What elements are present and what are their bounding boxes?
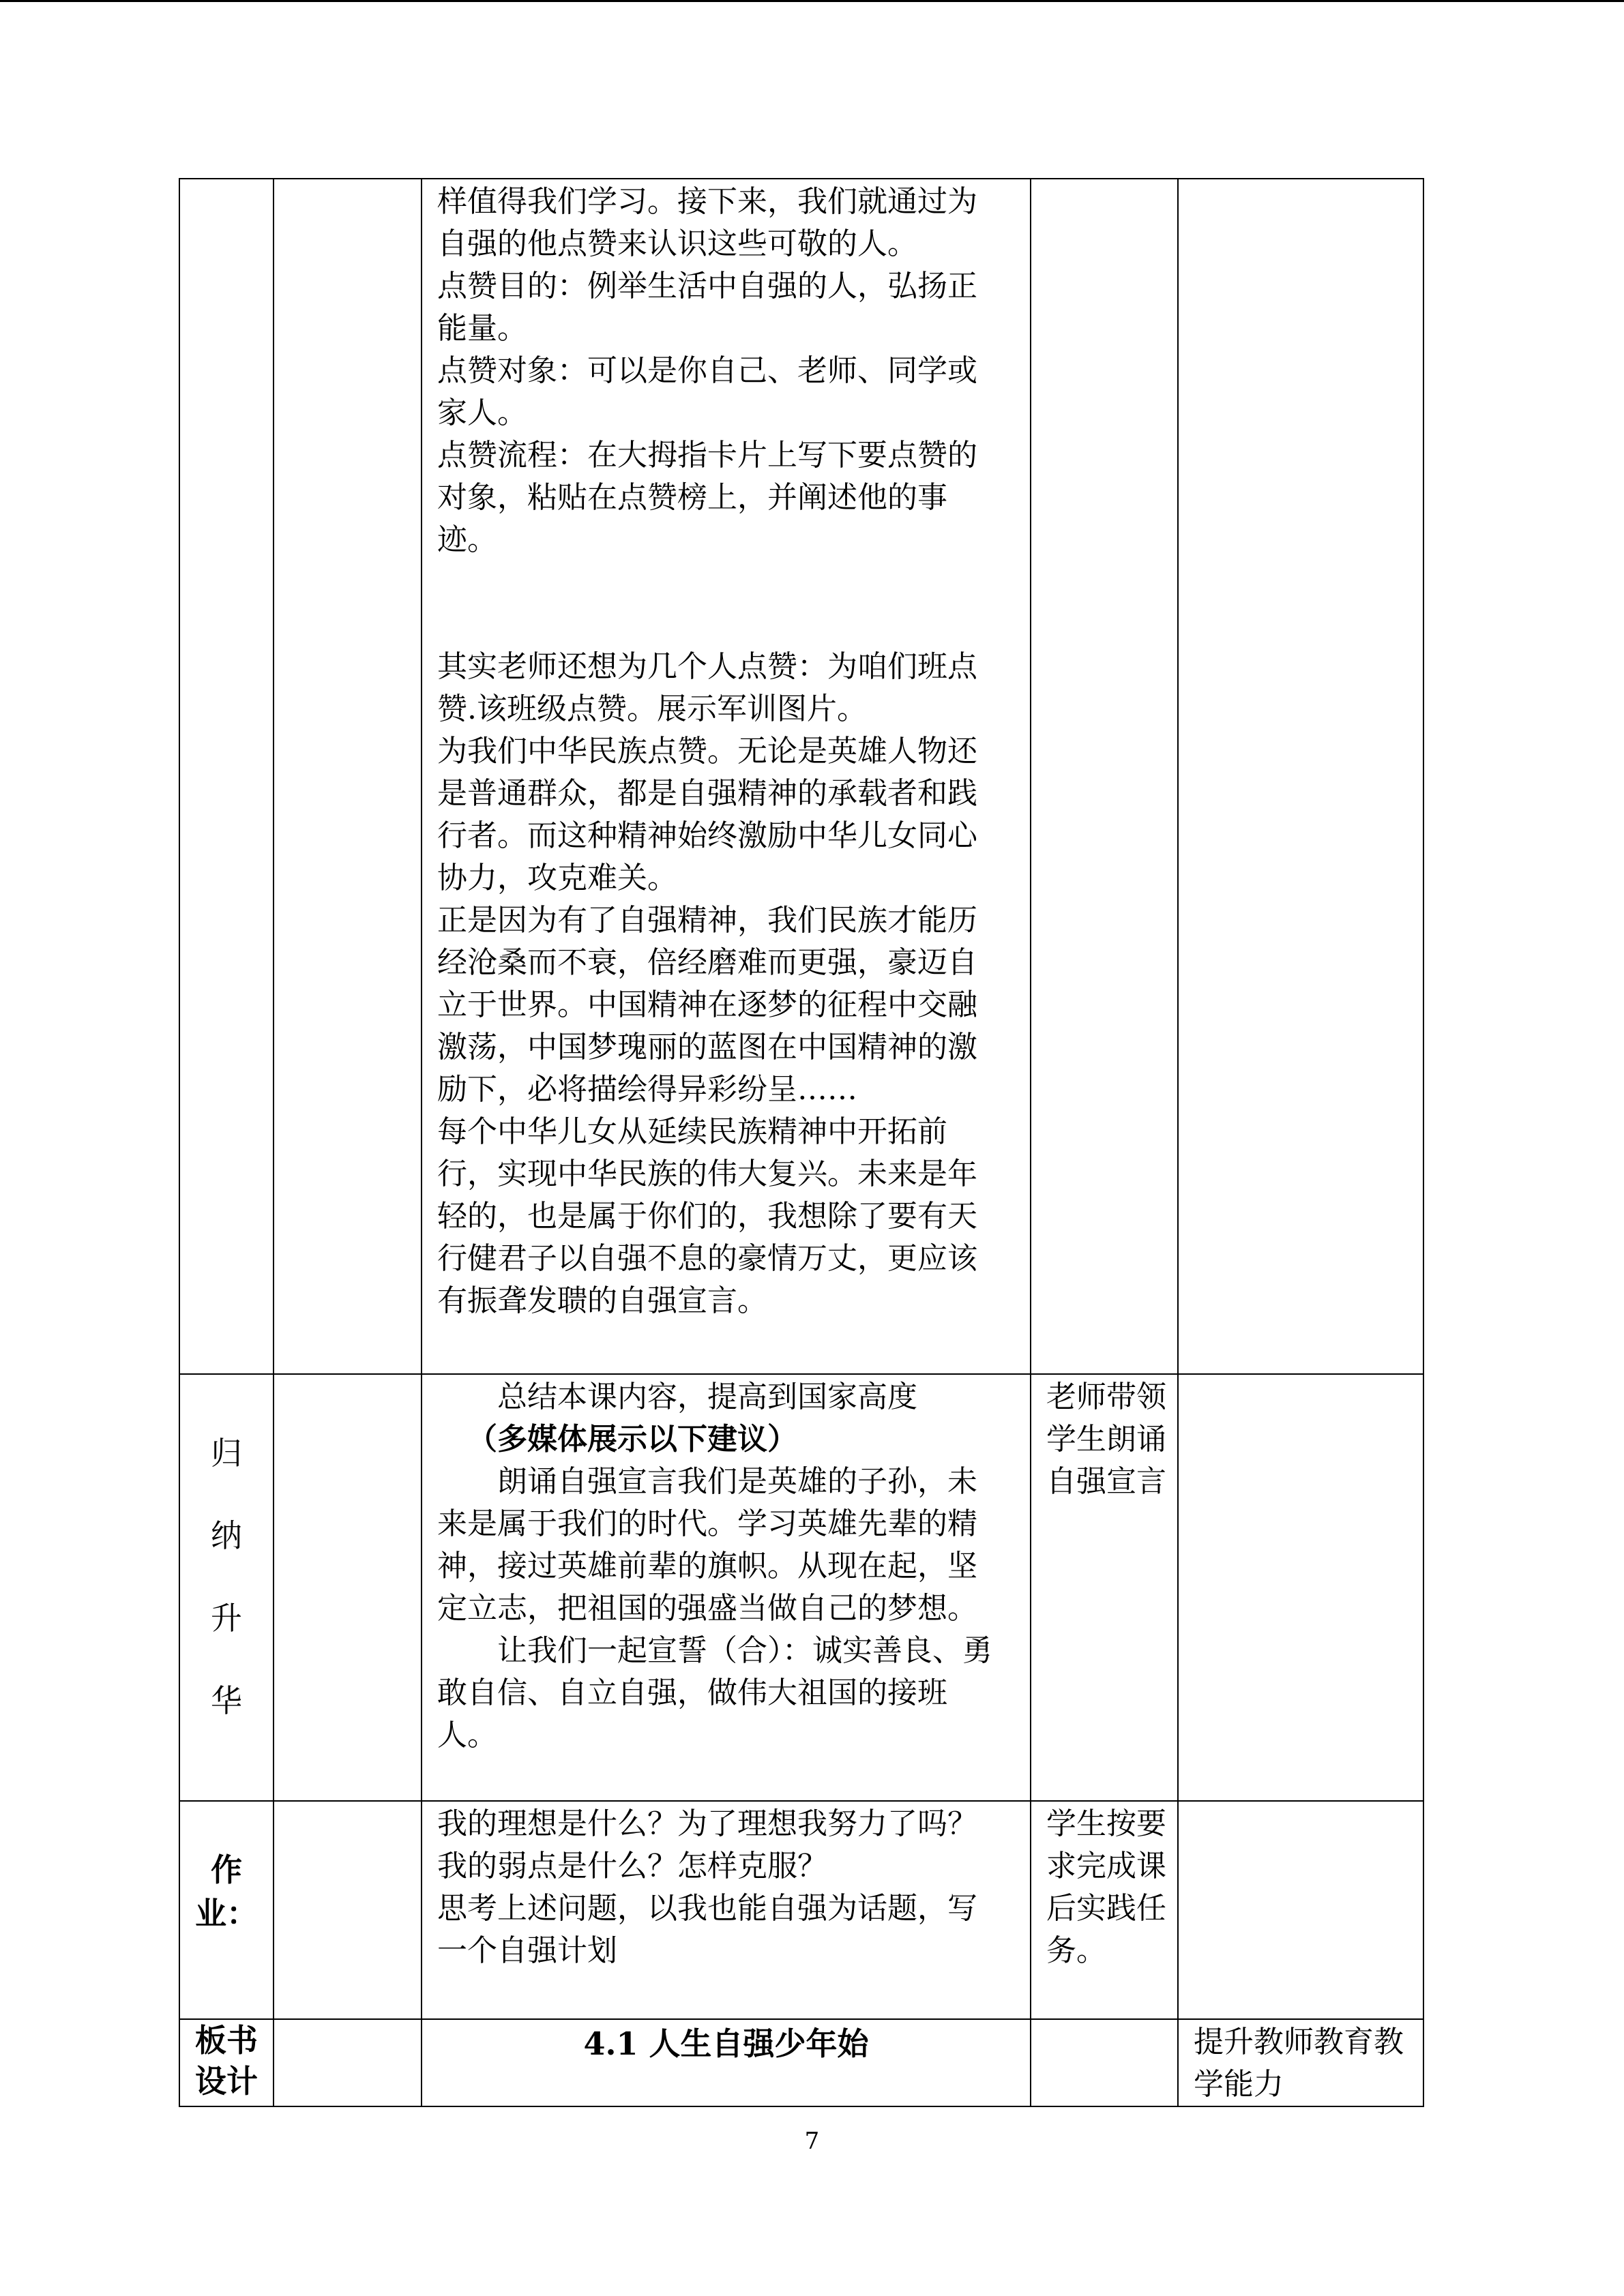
teacher-activity-cell — [422, 2019, 1031, 2106]
paragraph: 正是因为有了自强精神，我们民族才能历经沧桑而不衰，倍经磨难而更强，豪迈自立于世界。中国精神在逐梦的征程中交融激荡，中国梦瑰丽的蓝图在中国精神的激励下，必将描绘得异彩纷呈…… — [437, 903, 977, 1107]
design-intent-text: 提升教师教育教学能力 — [1194, 2025, 1404, 2102]
board-design-label: 板书设计 — [195, 2022, 258, 2100]
student-activity-text: 学生按要求完成课后实践任务。 — [1046, 1806, 1166, 1968]
table-row-activity — [179, 179, 1423, 1374]
summary-label — [180, 1375, 273, 1762]
lesson-plan-table — [179, 178, 1424, 2107]
student-activity-cell — [1031, 2019, 1178, 2106]
label-char: 升 — [211, 1600, 242, 1637]
paragraph: 思考上述问题，以我也能自强为话题，写一个自强计划 — [437, 1891, 977, 1968]
teacher-activity-cell — [422, 1374, 1031, 1801]
design-intent-cell — [1178, 179, 1423, 1374]
paragraph: 为我们中华民族点赞。无论是英雄人物还是普通群众，都是自强精神的承载者和践行者。而这种精神始终激励中华儿女同心协力，攻克难关。 — [437, 734, 977, 895]
label-char: 纳 — [211, 1517, 242, 1554]
student-activity-cell — [1031, 1374, 1178, 1801]
paragraph: 总结本课内容，提高到国家高度 — [497, 1380, 917, 1414]
teacher-activity-cell — [422, 179, 1031, 1374]
paragraph: 让我们一起宣誓（合）：诚实善良、勇敢自信、自立自强，做伟大祖国的接班人。 — [437, 1633, 992, 1753]
paragraph: 每个中华儿女从延续民族精神中开拓前行，实现中华民族的伟大复兴。未来是年轻的，也是属于你们的，我想除了要有天行健君子以自强不息的豪情万丈，更应该有振聋发聩的自强宣言。 — [437, 1114, 977, 1318]
student-activity-text: 老师带领学生朗诵自强宣言 — [1046, 1380, 1166, 1499]
label-cell — [179, 2019, 274, 2106]
teacher-activity-cell — [422, 1801, 1031, 2019]
design-intent-cell — [1178, 1374, 1423, 1801]
paragraph: 样值得我们学习。接下来，我们就通过为自强的他点赞来认识这些可敬的人。 — [437, 184, 977, 261]
spacer-cell — [274, 179, 422, 1374]
board-title: 4.1 人生自强少年始 — [583, 2025, 869, 2062]
homework-label: 作业： — [195, 1851, 258, 1932]
design-intent-cell — [1178, 1801, 1423, 2019]
paragraph: 点赞目的：例举生活中自强的人，弘扬正能量。 — [437, 269, 977, 346]
top-border-line — [0, 0, 1624, 2]
paragraph: 其实老师还想为几个人点赞：为咱们班点赞.该班级点赞。展示军训图片。 — [437, 649, 977, 726]
paragraph-bold: （多媒体展示以下建议） — [467, 1422, 797, 1457]
label-char: 归 — [211, 1435, 242, 1472]
paragraph: 点赞流程：在大拇指卡片上写下要点赞的对象，粘贴在点赞榜上，并阐述他的事迹。 — [437, 438, 977, 557]
design-intent-cell — [1178, 2019, 1423, 2106]
blank-gap — [437, 561, 1003, 646]
paragraph: 我的理想是什么？为了理想我努力了吗？我的弱点是什么？怎样克服？ — [437, 1806, 977, 1883]
spacer-cell — [274, 1374, 422, 1801]
label-cell — [179, 1374, 274, 1801]
label-cell — [179, 179, 274, 1374]
table-row-summary — [179, 1374, 1423, 1801]
table-row-board — [179, 2019, 1423, 2106]
student-activity-cell — [1031, 179, 1178, 1374]
paragraph: 点赞对象：可以是你自己、老师、同学或家人。 — [437, 353, 977, 430]
spacer-cell — [274, 2019, 422, 2106]
spacer-cell — [274, 1801, 422, 2019]
table-row-homework — [179, 1801, 1423, 2019]
paragraph: 朗诵自强宣言我们是英雄的子孙，未来是属于我们的时代。学习英雄先辈的精神，接过英雄前辈的旗帜。从现在起，坚定立志，把祖国的强盛当做自己的梦想。 — [437, 1464, 977, 1626]
student-activity-cell — [1031, 1801, 1178, 2019]
label-cell — [179, 1801, 274, 2019]
label-char: 华 — [211, 1682, 242, 1719]
page-number: 7 — [804, 2128, 820, 2155]
